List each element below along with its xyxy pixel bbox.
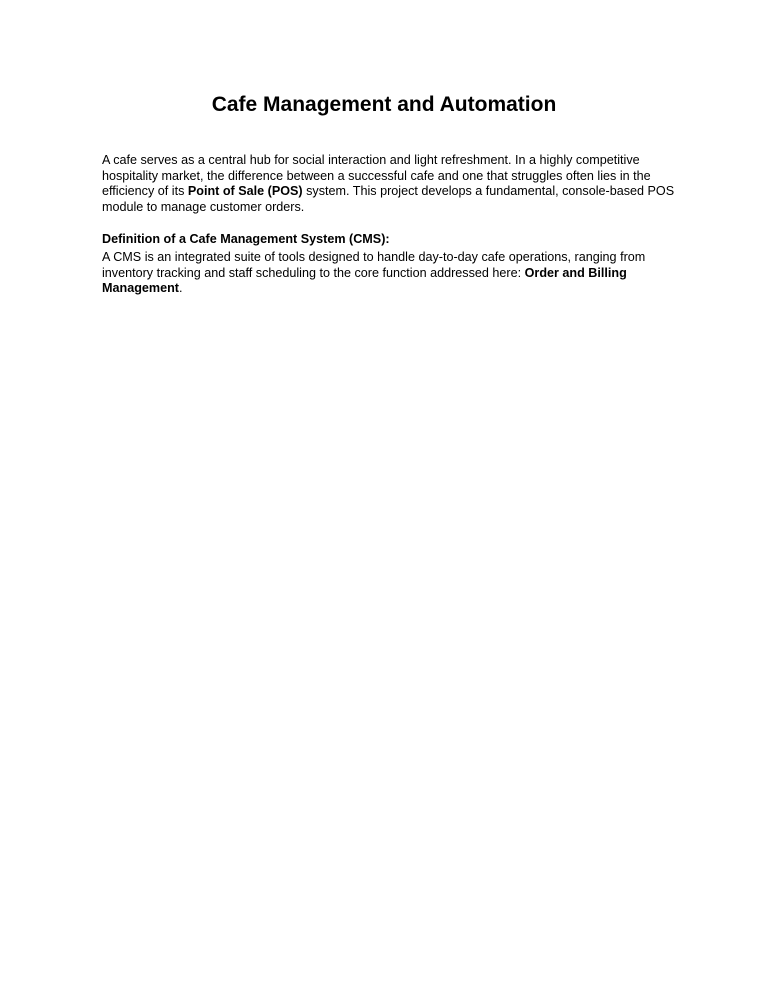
cms-text-part1: A CMS is an integrated suite of tools designed to handle day-to-day cafe operations, ranging from inventory tracking and staff scheduling to the core function addressed here: [102,250,646,280]
intro-paragraph [102,153,676,215]
intro-text-part2: system. This project develops a fundamental, console-based POS module to manage customer orders. [102,184,675,214]
intro-text-part1: A cafe serves as a central hub for social interaction and light refreshment. In a highly competitive hospitality market, the difference between a successful cafe and one that struggles often lies in the efficiency of its [102,153,651,199]
cms-paragraph [102,250,676,297]
intro-bold-term: Point of Sale (POS) [187,184,303,199]
cms-bold-term: Order and Billing Management [102,265,627,296]
section-heading: Definition of a Cafe Management System (CMS): [102,232,390,246]
cms-text-part2: . [178,281,183,296]
page-title: Cafe Management and Automation [211,93,557,116]
